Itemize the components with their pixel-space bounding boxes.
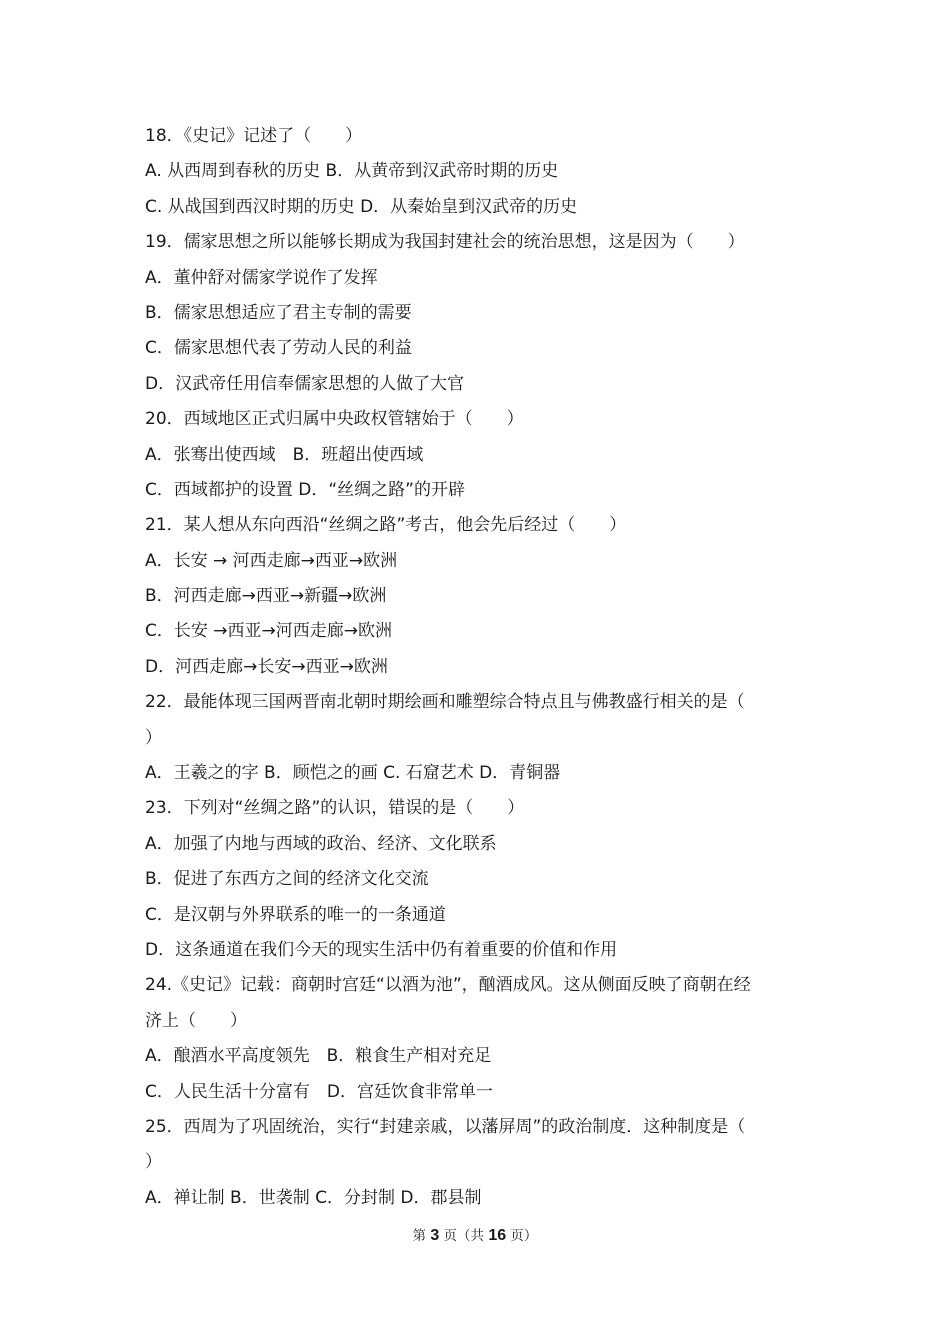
option-line: C. 从战国到西汉时期的历史 D．从秦始皇到汉武帝的历史 xyxy=(145,196,578,217)
option-line: A．酿酒水平高度领先 B．粮食生产相对充足 xyxy=(145,1046,492,1067)
footer-suffix: 页） xyxy=(506,1228,538,1244)
question-stem: 18．《史记》记述了（ ） xyxy=(145,126,363,146)
question-stem: 24.《史记》记载：商朝时宫廷“以酒为池”，酗酒成风。这从侧面反映了商朝在经 xyxy=(145,975,751,996)
question-stem: 25．西周为了巩固统治，实行“封建亲戚，以藩屏周”的政治制度．这种制度是（ xyxy=(145,1116,746,1137)
question-stem-continued: ） xyxy=(145,1152,162,1173)
question-stem: 21．某人想从东向西沿“丝绸之路”考古，他会先后经过（ ） xyxy=(145,515,627,536)
question-23 xyxy=(145,791,815,968)
question-stem: 22．最能体现三国两晋南北朝时期绘画和雕塑综合特点且与佛教盛行相关的是（ xyxy=(145,692,745,713)
total-page-count: 16 xyxy=(488,1227,507,1244)
option-line: A．长安 → 河西走廊→西亚→欧洲 xyxy=(145,550,398,571)
question-20 xyxy=(145,402,815,508)
option-line: C．西域都护的设置 D．“丝绸之路”的开辟 xyxy=(145,479,465,500)
option-line: B．促进了东西方之间的经济文化交流 xyxy=(145,869,429,890)
question-stem: 23．下列对“丝绸之路”的认识，错误的是（ ） xyxy=(145,798,525,819)
question-19 xyxy=(145,225,815,402)
option-line: C．儒家思想代表了劳动人民的利益 xyxy=(145,338,412,359)
question-22 xyxy=(145,685,815,791)
question-21 xyxy=(145,508,815,685)
option-line: C．是汉朝与外界联系的唯一的一条通道 xyxy=(145,904,446,925)
option-line: A．王羲之的字 B．顾恺之的画 C. 石窟艺术 D．青铜器 xyxy=(145,763,561,784)
option-line: B．儒家思想适应了君主专制的需要 xyxy=(145,302,412,323)
question-24 xyxy=(145,968,815,1110)
option-line: A．加强了内地与西域的政治、经济、文化联系 xyxy=(145,833,497,854)
option-line: D．汉武帝任用信奉儒家思想的人做了大官 xyxy=(145,373,465,394)
option-line: D．河西走廊→长安→西亚→欧洲 xyxy=(145,656,388,677)
page-footer xyxy=(0,1224,950,1245)
question-stem: 19．儒家思想之所以能够长期成为我国封建社会的统治思想，这是因为（ ） xyxy=(145,232,745,253)
option-line: D．这条通道在我们今天的现实生活中仍有着重要的价值和作用 xyxy=(145,939,618,960)
question-list xyxy=(145,119,815,1216)
option-line: A．禅让制 B．世袭制 C．分封制 D．郡县制 xyxy=(145,1187,482,1208)
option-line: B．河西走廊→西亚→新疆→欧洲 xyxy=(145,586,387,607)
option-line: A．董仲舒对儒家学说作了发挥 xyxy=(145,267,378,288)
question-stem: 20．西域地区正式归属中央政权管辖始于（ ） xyxy=(145,409,524,430)
question-18 xyxy=(145,119,815,225)
question-25 xyxy=(145,1110,815,1216)
option-line: A. 从西周到春秋的历史 B．从黄帝到汉武帝时期的历史 xyxy=(145,161,559,182)
question-stem-continued: ） xyxy=(145,727,162,748)
option-line: A．张骞出使西域 B．班超出使西域 xyxy=(145,444,424,465)
question-stem-continued: 济上（ ） xyxy=(145,1010,247,1031)
current-page-number: 3 xyxy=(430,1227,440,1244)
footer-prefix: 第 xyxy=(412,1228,431,1244)
option-line: C．人民生活十分富有 D．宫廷饮食非常单一 xyxy=(145,1081,493,1102)
footer-middle: 页（共 xyxy=(439,1228,489,1244)
option-line: C．长安 →西亚→河西走廊→欧洲 xyxy=(145,621,393,642)
